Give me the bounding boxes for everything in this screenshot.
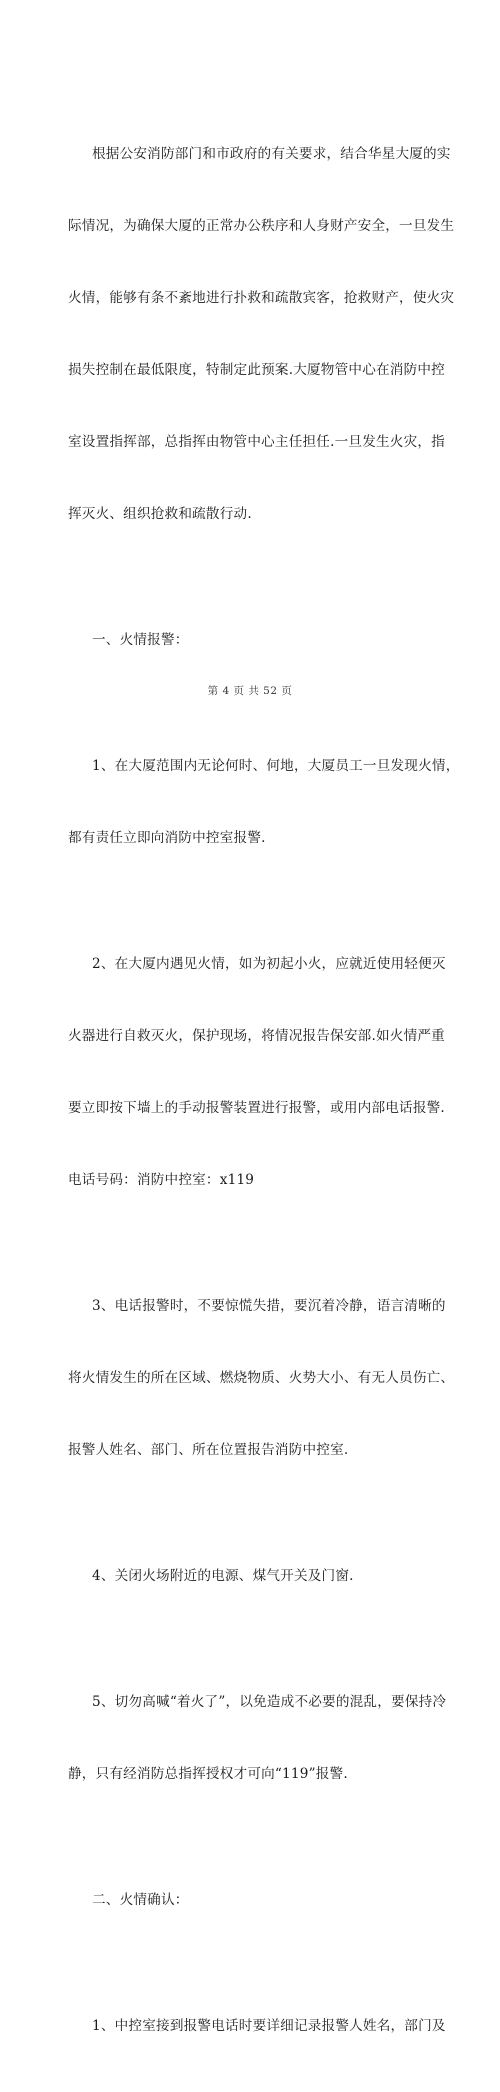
text-line: 3、电话报警时，不要惊慌失措，要沉着冷静，语言清晰的 (92, 1298, 446, 1314)
paragraph-item-1 (68, 706, 460, 898)
paragraph-confirm-item-1 (68, 1966, 450, 2086)
text-line: 静，只有经消防总指挥授权才可向“119”报警. (68, 1766, 348, 1782)
text-line: 一、火情报警： (92, 632, 189, 648)
document-body (68, 94, 460, 2092)
paragraph-item-4 (68, 1516, 450, 1636)
text-line: 2、在大厦内遇见火情，如为初起小火，应就近使用轻便灭 (92, 956, 446, 972)
text-line: 要立即按下墙上的手动报警装置进行报警，或用内部电话报警. (68, 1100, 445, 1116)
text-line: 5、切勿高喊“着火了”，以免造成不必要的混乱，要保持冷 (92, 1694, 447, 1710)
text-line: 1、在大厦范围内无论何时、何地，大厦员工一旦发现火情， (92, 758, 460, 774)
text-line: 报警人姓名、部门、所在位置报告消防中控室. (68, 1442, 349, 1458)
paragraph-item-2 (68, 904, 450, 1240)
text-line: 损失控制在最低限度，特制定此预案.大厦物管中心在消防中控 (68, 362, 445, 378)
text-line: 二、火情确认： (92, 1892, 189, 1908)
paragraph-intro (68, 94, 455, 574)
text-line: 电话号码：消防中控室：x119 (68, 1172, 255, 1188)
paragraph-item-3 (68, 1246, 455, 1510)
text-line: 都有责任立即向消防中控室报警. (68, 830, 266, 846)
text-line: 将火情发生的所在区域、燃烧物质、火势大小、有无人员伤亡、 (68, 1370, 455, 1386)
text-line: 际情况，为确保大厦的正常办公秩序和人身财产安全，一旦发生 (68, 218, 455, 234)
text-line: 1、中控室接到报警电话时要详细记录报警人姓名，部门及 (92, 2018, 446, 2034)
text-line: 4、关闭火场附近的电源、煤气开关及门窗. (92, 1568, 354, 1584)
text-line: 挥灭火、组织抢救和疏散行动. (68, 506, 252, 522)
text-line: 火情，能够有条不紊地进行扑救和疏散宾客，抢救财产，使火灾 (68, 290, 455, 306)
text-line: 火器进行自救灭火，保护现场，将情况报告保安部.如火情严重 (68, 1028, 445, 1044)
page-number-footer: 第 4 页 共 52 页 (207, 685, 293, 697)
text-line: 根据公安消防部门和市政府的有关要求，结合华星大厦的实 (92, 146, 451, 162)
text-line: 室设置指挥部，总指挥由物管中心主任担任.一旦发生火灾，指 (68, 434, 445, 450)
section-heading-fire-alarm (68, 580, 450, 700)
paragraph-item-5 (68, 1642, 450, 1834)
section-heading-fire-confirm (68, 1840, 450, 1960)
